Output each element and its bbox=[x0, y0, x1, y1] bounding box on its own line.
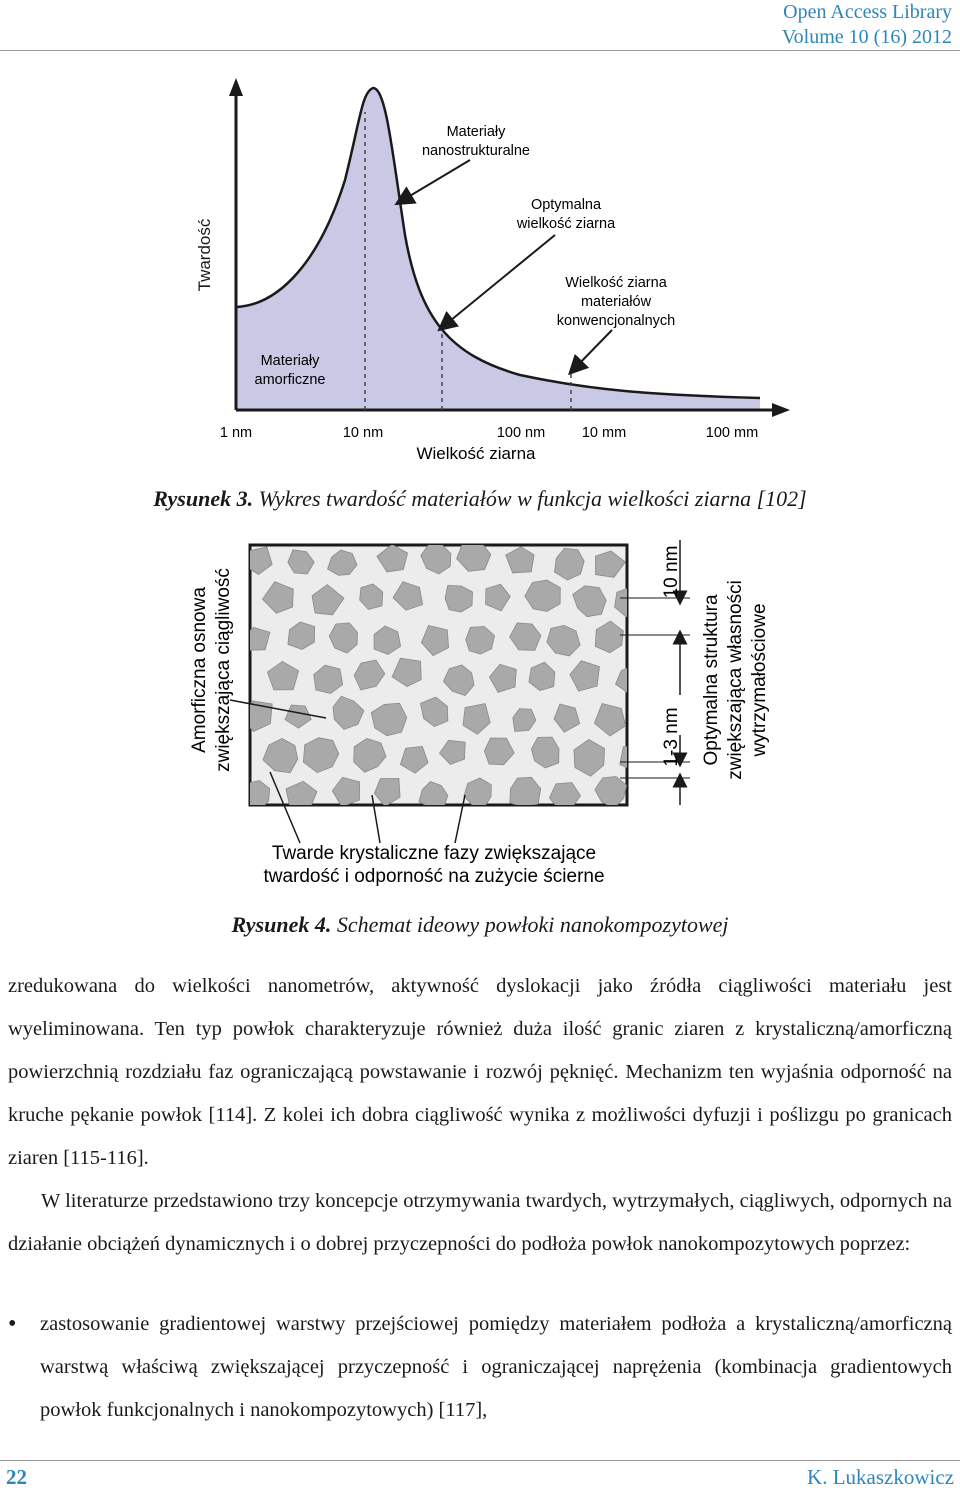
left-label-1: Amorficzna osnowa bbox=[189, 587, 210, 753]
label-nano-2: nanostrukturalne bbox=[421, 143, 531, 159]
label-amorph-1: Materiały bbox=[260, 353, 320, 369]
y-axis-label: Twardość bbox=[195, 218, 214, 292]
tick-label: 100 mm bbox=[705, 425, 759, 441]
label-conv-3: konwencjonalnych bbox=[556, 313, 676, 329]
tick-label: 10 mm bbox=[581, 425, 627, 441]
bullet-list bbox=[8, 1303, 952, 1432]
page-number: 22 bbox=[6, 1465, 27, 1489]
journal-volume: Volume 10 (16) 2012 bbox=[781, 26, 952, 48]
caption-text: Schemat ideowy powłoki nanokompozytowej bbox=[331, 912, 729, 937]
caption-text: Wykres twardość materiałów w funkcja wielkości ziarna [102] bbox=[253, 486, 807, 511]
dim-bottom-label: 1-3 nm bbox=[661, 707, 682, 767]
grain-shape bbox=[242, 627, 270, 650]
right-label-1: Optymalna struktura bbox=[701, 594, 722, 766]
tick-label: 1 nm bbox=[219, 425, 253, 441]
caption-label: Rysunek 4. bbox=[231, 912, 332, 937]
dim-top-label: 10 nm bbox=[661, 545, 682, 599]
left-label-2: zwiększająca ciągliwość bbox=[213, 568, 234, 772]
label-conv-2: materiałów bbox=[580, 294, 652, 310]
grain-shape bbox=[445, 585, 472, 612]
bottom-label-1: Twarde krystaliczne fazy zwiększające bbox=[271, 843, 597, 864]
figure-4-caption bbox=[0, 912, 960, 938]
caption-label: Rysunek 3. bbox=[153, 486, 254, 511]
label-amorph-2: amorficzne bbox=[254, 372, 326, 388]
label-nano-1: Materiały bbox=[446, 124, 506, 140]
bullet-item-1: zastosowanie gradientowej warstwy przejściowej pomiędzy materiałem podłoża a krystaliczną/amorficzną warstwą właściwą zwiększającej przyczepność i ograniczającej naprężenia (kombinacja gradientowych powłok funkcjonalnych i nanokompozytowych) [117], bbox=[40, 1313, 952, 1421]
journal-name: Open Access Library bbox=[783, 1, 952, 23]
footer-rule bbox=[0, 1460, 960, 1461]
bullet-icon: • bbox=[8, 1311, 17, 1337]
x-axis-label: Wielkość ziarna bbox=[416, 444, 536, 463]
right-label-2: zwiększająca własności bbox=[725, 580, 746, 780]
body-text bbox=[8, 965, 952, 1266]
label-conv-1: Wielkość ziarna bbox=[565, 275, 667, 291]
author-name: K. Lukaszkowicz bbox=[807, 1465, 954, 1489]
paragraph-2: W literaturze przedstawiono trzy koncepcje otrzymywania twardych, wytrzymałych, ciągliwych, odpornych na działanie obciążeń dynamicznych i o dobrej przyczepności do podłoża powłok nanokompozytowych poprzez: bbox=[8, 1190, 952, 1255]
label-opt-1: Optymalna bbox=[530, 197, 602, 213]
tick-label: 10 nm bbox=[342, 425, 384, 441]
bottom-label-2: twardość i odporność na zużycie ścierne bbox=[263, 866, 605, 887]
label-opt-2: wielkość ziarna bbox=[516, 216, 616, 232]
right-label-3: wytrzymałościowe bbox=[749, 603, 770, 757]
paragraph-1: zredukowana do wielkości nanometrów, aktywność dyslokacji jako źródła ciągliwości materiału jest wyeliminowana. Ten typ powłok charakteryzuje również duża ilość granic ziaren z krystaliczną/amorficzną powierzchnią rozdziału faz ograniczającą powstawanie i rozwój pęknięć. Mechanizm ten wyjaśnia odporność na kruche pękanie powłok [114]. Z kolei ich dobra ciągliwość wynika z możliwości dyfuzji i poślizgu po granicach ziaren [115-116]. bbox=[8, 975, 952, 1169]
tick-label: 100 nm bbox=[496, 425, 546, 441]
